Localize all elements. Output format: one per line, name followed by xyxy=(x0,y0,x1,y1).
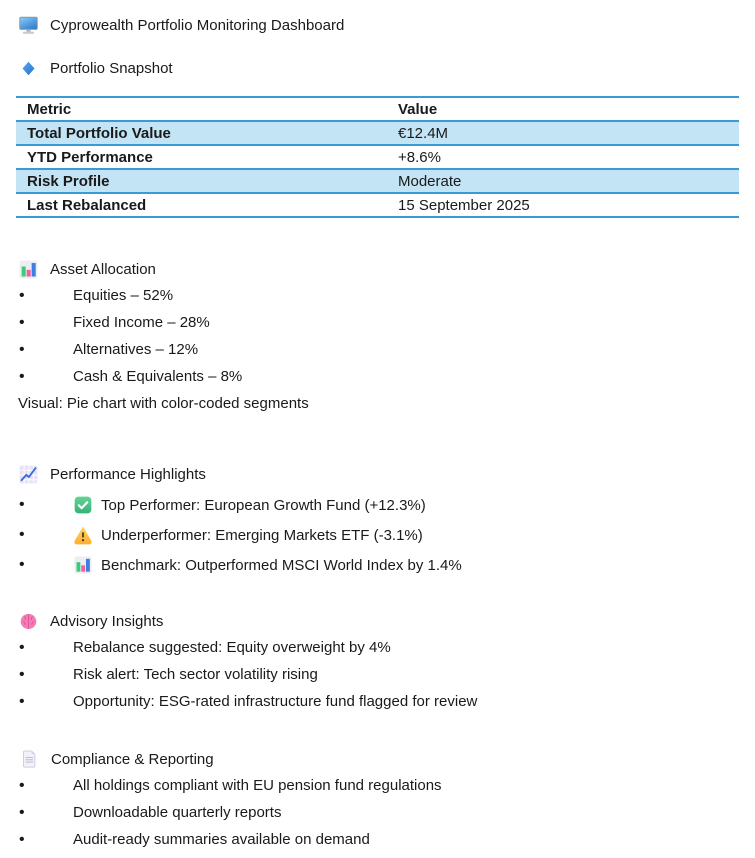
chart-increasing-icon xyxy=(18,464,39,485)
bullet-icon xyxy=(16,314,73,332)
value-cell: Moderate xyxy=(398,172,462,190)
section-heading-label: Compliance & Reporting xyxy=(51,750,214,768)
list-item xyxy=(16,661,739,688)
desktop-computer-icon xyxy=(18,15,39,36)
table-row xyxy=(16,121,739,145)
list-item-text: Top Performer: European Growth Fund (+12.3%) xyxy=(101,496,426,514)
bullet-icon xyxy=(16,368,73,386)
list-item xyxy=(16,826,739,853)
metric-cell: Risk Profile xyxy=(27,172,110,190)
section-heading-portfolio-snapshot xyxy=(16,55,739,81)
page-title-row xyxy=(16,12,739,38)
bullet-icon xyxy=(16,639,73,657)
brain-icon xyxy=(18,611,39,632)
page-facing-up-icon xyxy=(20,749,39,769)
page-title: Cyprowealth Portfolio Monitoring Dashboard xyxy=(50,16,345,34)
list-item-text: Alternatives – 12% xyxy=(73,341,199,358)
list-item xyxy=(16,799,739,826)
bullet-icon xyxy=(16,496,73,514)
list-item-text: Benchmark: Outperformed MSCI World Index by 1.4% xyxy=(101,556,462,574)
list-item xyxy=(16,490,739,520)
advisory-list xyxy=(16,634,739,715)
section-heading-compliance-reporting xyxy=(16,746,739,772)
section-heading-label: Asset Allocation xyxy=(50,260,156,278)
section-heading-label: Portfolio Snapshot xyxy=(50,59,173,77)
list-item xyxy=(16,363,739,390)
section-heading-label: Performance Highlights xyxy=(50,465,206,483)
bullet-icon xyxy=(16,556,73,574)
list-item xyxy=(16,688,739,715)
bullet-icon xyxy=(16,666,73,684)
asset-allocation-list xyxy=(16,282,739,390)
value-cell: +8.6% xyxy=(398,148,441,166)
list-item xyxy=(16,772,739,799)
section-heading-label: Advisory Insights xyxy=(50,612,164,630)
list-item xyxy=(16,282,739,309)
bullet-icon xyxy=(16,341,73,359)
list-item-text: Cash & Equivalents – 8% xyxy=(73,368,243,385)
warning-icon xyxy=(73,525,93,545)
list-item-text: Equities – 52% xyxy=(73,287,174,304)
list-item xyxy=(16,550,739,580)
list-item xyxy=(16,309,739,336)
bar-chart-icon xyxy=(18,259,39,280)
performance-list xyxy=(16,490,739,580)
metric-cell: YTD Performance xyxy=(27,148,153,166)
list-item-text: Rebalance suggested: Equity overweight by 4% xyxy=(73,639,391,656)
bullet-icon xyxy=(16,287,73,305)
bullet-icon xyxy=(16,777,73,795)
check-mark-button-icon xyxy=(73,495,93,515)
bullet-icon xyxy=(16,831,73,849)
visual-note: Visual: Pie chart with color-coded segments xyxy=(18,395,309,412)
list-item xyxy=(16,336,739,363)
list-item-text: All holdings compliant with EU pension fund regulations xyxy=(73,777,442,794)
list-item xyxy=(16,520,739,550)
list-item-text: Risk alert: Tech sector volatility rising xyxy=(73,666,318,683)
table-header-row xyxy=(16,97,739,121)
bullet-icon xyxy=(16,693,73,711)
portfolio-snapshot-table xyxy=(16,96,739,218)
bullet-icon xyxy=(16,526,73,544)
table-row xyxy=(16,169,739,193)
table-row xyxy=(16,145,739,169)
list-item-text: Downloadable quarterly reports xyxy=(73,804,282,821)
compliance-list xyxy=(16,772,739,853)
column-header-value: Value xyxy=(398,100,438,118)
metric-cell: Total Portfolio Value xyxy=(27,124,171,142)
metric-cell: Last Rebalanced xyxy=(27,196,147,214)
column-header-metric: Metric xyxy=(27,100,72,118)
table-row xyxy=(16,193,739,217)
small-blue-diamond-icon xyxy=(20,60,37,77)
value-cell: 15 September 2025 xyxy=(398,196,530,214)
bar-chart-icon xyxy=(73,555,93,575)
bullet-icon xyxy=(16,804,73,822)
list-item-text: Audit-ready summaries available on demand xyxy=(73,831,370,848)
value-cell: €12.4M xyxy=(398,124,449,142)
list-item-text: Underperformer: Emerging Markets ETF (-3.1%) xyxy=(101,526,423,544)
list-item-text: Fixed Income – 28% xyxy=(73,314,210,331)
section-heading-performance-highlights xyxy=(16,461,739,487)
section-heading-advisory-insights xyxy=(16,608,739,634)
section-heading-asset-allocation xyxy=(16,256,739,282)
list-item-text: Opportunity: ESG-rated infrastructure fund flagged for review xyxy=(73,693,478,710)
list-item xyxy=(16,634,739,661)
